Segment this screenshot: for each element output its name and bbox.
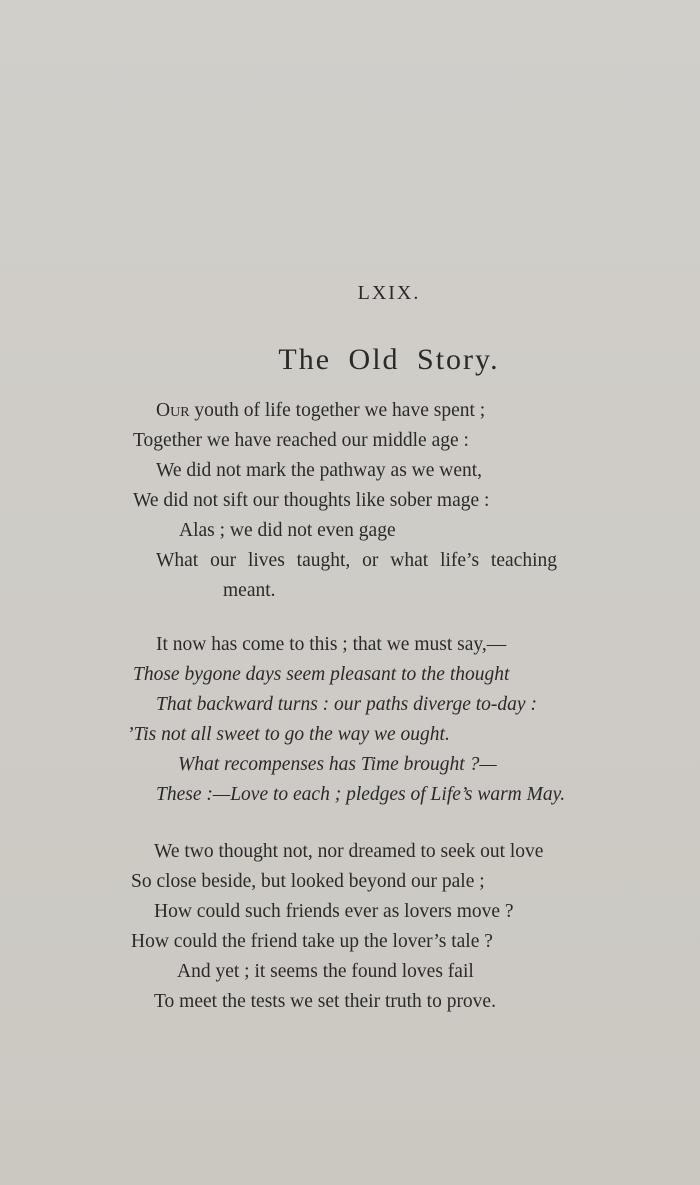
poem-number: LXIX. xyxy=(357,282,421,304)
stanza1-line4: We did not sift our thoughts like sober mage : xyxy=(133,490,490,511)
stanza1-line2: Together we have reached our middle age : xyxy=(133,430,469,451)
stanza1-line7: meant. xyxy=(223,580,276,601)
stanza1-line1 xyxy=(156,399,485,423)
poem-title: The Old Story. xyxy=(278,343,500,376)
stanza2-line4: ’Tis not all sweet to go the way we ought. xyxy=(127,724,450,745)
stanza3-line4: How could the friend take up the lover’s tale ? xyxy=(131,931,493,952)
stanza1-line5: Alas ; we did not even gage xyxy=(179,520,396,541)
stanza1-line3: We did not mark the pathway as we went, xyxy=(156,460,483,481)
stanza2-line6: These :—Love to each ; pledges of Life’s warm May. xyxy=(156,784,566,805)
stanza1-line6: What our lives taught, or what life’s teaching xyxy=(156,550,557,571)
stanza2-line2: Those bygone days seem pleasant to the thought xyxy=(133,664,510,685)
stanza1-line1-text: youth of life together we have spent ; xyxy=(194,400,486,421)
stanza3-line2: So close beside, but looked beyond our pale ; xyxy=(131,871,485,892)
drop-word: Our xyxy=(156,400,190,421)
stanza3-line6: To meet the tests we set their truth to prove. xyxy=(154,991,496,1012)
stanza3-line3: How could such friends ever as lovers move ? xyxy=(154,901,514,922)
stanza3-line1: We two thought not, nor dreamed to seek out love xyxy=(154,841,544,862)
stanza3-line5: And yet ; it seems the found loves fail xyxy=(177,961,474,982)
stanza2-line1: It now has come to this ; that we must say,— xyxy=(156,634,507,655)
stanza2-line5: What recompenses has Time brought ?— xyxy=(178,754,497,775)
stanza2-line3: That backward turns : our paths diverge to-day : xyxy=(156,694,537,715)
